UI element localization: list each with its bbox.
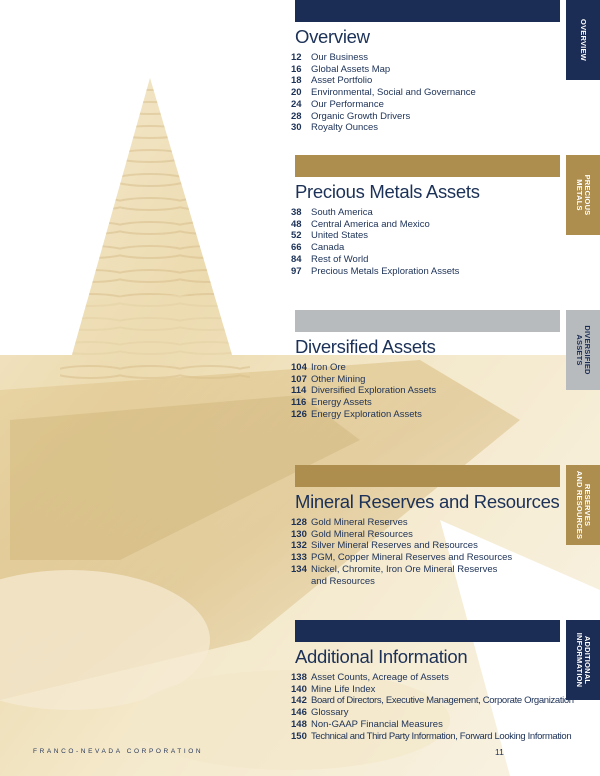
toc-section-precious-metals [291, 155, 600, 305]
toc-page-number: 97 [291, 265, 302, 277]
toc-entry-title: Royalty Ounces [311, 122, 379, 134]
toc-entry-title: Rest of World [311, 253, 369, 265]
toc-entry-title: Glossary [311, 707, 349, 719]
toc-page-number: 116 [291, 397, 307, 409]
side-tab-reserves-resources[interactable] [566, 465, 600, 545]
toc-entry-title: Technical and Third Party Information, Forward Looking Information [311, 730, 572, 742]
section-title: Diversified Assets [295, 336, 436, 357]
toc-page-number: 148 [291, 718, 307, 730]
toc-page-number: 38 [291, 207, 302, 218]
toc-page-number: 133 [291, 552, 307, 564]
toc-page-number: 48 [291, 218, 302, 230]
toc-page-number: 138 [291, 672, 307, 683]
toc-entry[interactable] [291, 266, 459, 278]
side-tab-label: RESERVES AND RESOURCES [575, 470, 592, 540]
toc-entry-title: Asset Counts, Acreage of Assets [311, 672, 449, 683]
toc-entry-title: Gold Mineral Reserves [311, 517, 408, 528]
section-title: Precious Metals Assets [295, 181, 480, 202]
toc-entry-title: Other Mining [311, 373, 366, 385]
toc-entry[interactable] [291, 207, 459, 219]
toc-page-number: 16 [291, 63, 302, 75]
toc-entry[interactable] [291, 397, 436, 409]
toc-page-number: 104 [291, 362, 307, 373]
toc-entry[interactable] [291, 362, 436, 374]
toc-entry-title: Organic Growth Drivers [311, 110, 411, 122]
toc-entry-title: Diversified Exploration Assets [311, 385, 437, 397]
toc-list [291, 362, 436, 421]
toc-section-diversified [291, 310, 600, 460]
toc-page-number: 84 [291, 253, 302, 265]
toc-section-reserves-resources [291, 465, 600, 615]
toc-page-number: 66 [291, 242, 302, 254]
toc-page-number: 132 [291, 540, 307, 552]
toc-page-number: 20 [291, 87, 302, 99]
section-header-bar [295, 465, 560, 487]
toc-entry[interactable] [291, 64, 476, 76]
toc-entry-title: Central America and Mexico [311, 218, 430, 230]
page-number: 11 [495, 747, 504, 757]
side-tab-diversified[interactable] [566, 310, 600, 390]
toc-list [291, 672, 574, 742]
toc-page-number: 18 [291, 75, 302, 87]
toc-page-number: 24 [291, 98, 302, 110]
toc-entry-title: Environmental, Social and Governance [311, 87, 476, 99]
toc-entry-title: Gold Mineral Resources [311, 528, 413, 540]
toc-entry[interactable] [291, 219, 459, 231]
toc-entry-title: South America [311, 207, 373, 218]
toc-entry[interactable] [291, 707, 574, 719]
toc-entry-title: Silver Mineral Reserves and Resources [311, 540, 478, 552]
toc-entry[interactable] [291, 254, 459, 266]
toc-entry[interactable] [291, 75, 476, 87]
toc-page-number: 30 [291, 122, 302, 134]
section-title: Additional Information [295, 646, 468, 667]
toc-entry[interactable] [291, 122, 476, 134]
toc-entry-title: Nickel, Chromite, Iron Ore Mineral Reserves and Resources [311, 563, 498, 587]
toc-entry[interactable] [291, 552, 512, 564]
side-tab-label: ADDITIONAL INFORMATION [575, 632, 592, 688]
toc-entry-title: Mine Life Index [311, 683, 376, 695]
toc-entry[interactable] [291, 564, 512, 587]
toc-entry[interactable] [291, 719, 574, 731]
toc-entry-title: Iron Ore [311, 362, 346, 373]
side-tab-label: PRECIOUS METALS [575, 174, 592, 216]
toc-entry[interactable] [291, 385, 436, 397]
toc-entry-title: PGM, Copper Mineral Reserves and Resources [311, 552, 513, 564]
toc-page-number: 146 [291, 707, 307, 719]
toc-list [291, 207, 459, 277]
toc-page-number: 128 [291, 517, 307, 528]
toc-entry-title: Non-GAAP Financial Measures [311, 718, 443, 730]
toc-page-number: 52 [291, 230, 302, 242]
toc-list [291, 52, 476, 134]
toc-entry[interactable] [291, 517, 512, 529]
section-header-bar [295, 155, 560, 177]
toc-entry-title: Asset Portfolio [311, 75, 373, 87]
section-header-bar [295, 620, 560, 642]
section-header-bar [295, 0, 560, 22]
toc-entry-title: Precious Metals Exploration Assets [311, 265, 460, 277]
toc-page-number: 126 [291, 408, 307, 420]
side-tab-label: OVERVIEW [579, 19, 588, 61]
toc-page-number: 12 [291, 52, 302, 63]
section-title: Mineral Reserves and Resources [295, 491, 560, 512]
side-tab-overview[interactable] [566, 0, 600, 80]
toc-entry[interactable] [291, 52, 476, 64]
toc-entry-title: Board of Directors, Executive Management, Corporate Organization [311, 695, 574, 707]
toc-entry[interactable] [291, 374, 436, 386]
toc-entry[interactable] [291, 230, 459, 242]
toc-entry-title: Energy Assets [311, 397, 372, 409]
toc-entry[interactable] [291, 99, 476, 111]
toc-section-additional-information [291, 620, 600, 776]
toc-entry[interactable] [291, 409, 436, 421]
toc-page-number: 130 [291, 528, 307, 540]
toc-page-number: 142 [291, 695, 307, 707]
toc-entry-title: Our Performance [311, 98, 384, 110]
toc-entry-title: United States [311, 230, 369, 242]
footer-company-name: FRANCO-NEVADA CORPORATION [33, 748, 204, 755]
toc-entry[interactable] [291, 540, 512, 552]
toc-entry[interactable] [291, 529, 512, 541]
side-tab-precious-metals[interactable] [566, 155, 600, 235]
toc-entry-title: Our Business [311, 52, 369, 63]
side-tab-label: DIVERSIFIED ASSETS [575, 325, 592, 375]
toc-entry-title: Energy Exploration Assets [311, 408, 422, 420]
toc-section-overview [291, 0, 600, 150]
toc-page-number: 150 [291, 730, 307, 742]
section-header-bar [295, 310, 560, 332]
toc-list [291, 517, 512, 587]
toc-entry[interactable] [291, 731, 574, 743]
section-title: Overview [295, 26, 370, 47]
toc-entry[interactable] [291, 672, 574, 684]
toc-entry[interactable] [291, 684, 574, 696]
toc-entry[interactable] [291, 111, 476, 123]
toc-entry-title: Canada [311, 242, 345, 254]
toc-page-number: 140 [291, 683, 307, 695]
toc-page-number: 28 [291, 110, 302, 122]
toc-entry[interactable] [291, 87, 476, 99]
toc-page-number: 107 [291, 373, 307, 385]
toc-page-number: 134 [291, 563, 307, 575]
toc-page-number: 114 [291, 385, 307, 397]
toc-entry[interactable] [291, 695, 574, 707]
toc-entry[interactable] [291, 242, 459, 254]
toc-entry-title: Global Assets Map [311, 63, 391, 75]
